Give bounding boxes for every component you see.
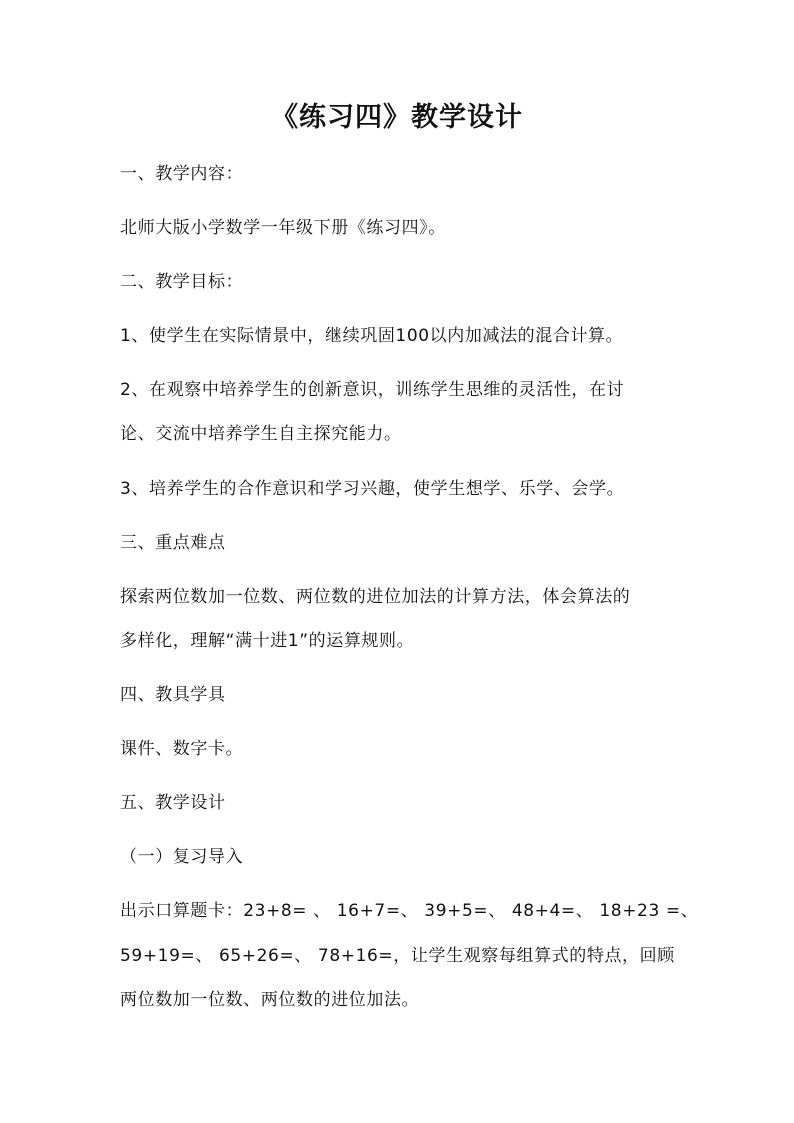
- objective-2-line-1: 2、在观察中培养学生的创新意识，训练学生思维的灵活性，在讨: [120, 380, 625, 400]
- section-heading-design: 五、教学设计: [120, 793, 226, 813]
- section-heading-objectives: 二、教学目标：: [120, 272, 244, 292]
- key-points-line-2: 多样化，理解“满十进1”的运算规则。: [120, 631, 415, 651]
- paragraph-content: 北师大版小学数学一年级下册《练习四》。: [120, 218, 446, 238]
- section-heading-content: 一、教学内容：: [120, 164, 244, 184]
- subsection-heading-review: （一）复习导入: [120, 847, 244, 867]
- section-heading-key-points: 三、重点难点: [120, 533, 226, 553]
- objective-3: 3、培养学生的合作意识和学习兴趣，使学生想学、乐学、会学。: [120, 479, 625, 499]
- review-line-2: 59+19=、 65+26=、 78+16=，让学生观察每组算式的特点，回顾: [120, 946, 675, 966]
- review-line-1: 出示口算题卡：23+8= 、 16+7=、 39+5=、 48+4=、 18+23 =、: [120, 901, 699, 921]
- review-line-3: 两位数加一位数、两位数的进位加法。: [120, 990, 420, 1010]
- objective-2-line-2: 论、交流中培养学生自主探究能力。: [120, 424, 402, 444]
- objective-1: 1、使学生在实际情景中，继续巩固100以内加减法的混合计算。: [120, 326, 624, 346]
- document-title: 《练习四》教学设计: [271, 102, 523, 133]
- section-heading-materials: 四、教具学具: [120, 685, 226, 705]
- materials-text: 课件、数字卡。: [120, 739, 244, 759]
- key-points-line-1: 探索两位数加一位数、两位数的进位加法的计算方法，体会算法的: [120, 587, 631, 607]
